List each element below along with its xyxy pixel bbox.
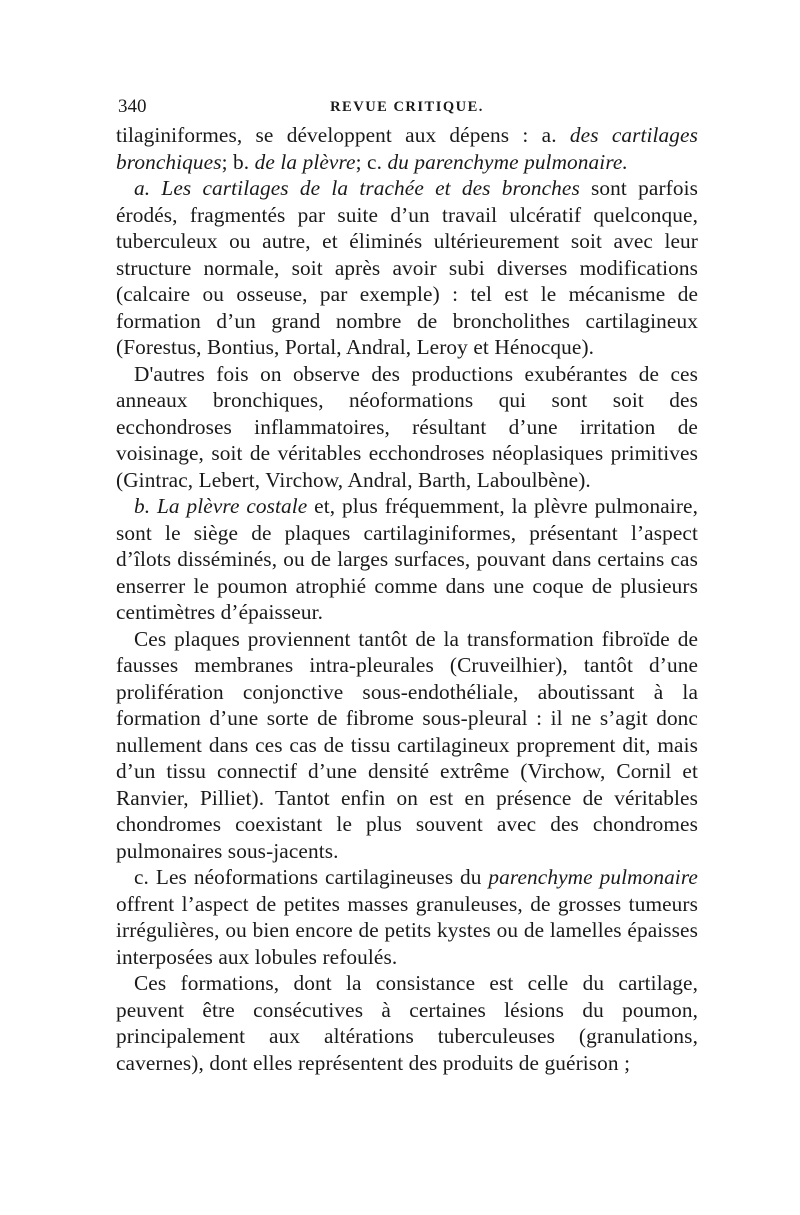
paragraph-tracheal-cartilages: a. Les cartilages de la trachée et des bronches sont parfois érodés, fragmentés par suite d’un travail ulcératif quelconque, tuberculeux ou autre, et éliminés ultérieurement soit avec leur structure normale, soit après avoir subi diverses modifications (calcaire ou osseuse, par exemple) : tel est le mécanisme de formation d’un grand nombre de broncholithes cartilagineux (Forestus, Bontius, Portal, Andral, Leroy et Hénocque). (116, 176, 698, 359)
running-title: REVUE CRITIQUE. (330, 99, 484, 115)
paragraph-costal-pleura: b. La plèvre costale et, plus fréquemment, la plèvre pulmonaire, sont le siège de plaques cartilaginiformes, présentant l’aspect d’îlots disséminés, ou de larges surfaces, pouvant dans certains cas enserrer le poumon atrophié comme dans une coque de plusieurs centimètres d’épaisseur. (116, 494, 698, 624)
page-header (116, 96, 698, 122)
paragraph-pulmonary-parenchyma: c. Les néoformations cartilagineuses du parenchyme pulmonaire offrent l’aspect de petites masses granuleuses, de grosses tumeurs irrégulières, ou bien encore de petits kystes ou de lamelles épaisses interposées aux lobules refoulés. (116, 865, 698, 969)
document-page (116, 96, 698, 1076)
paragraph-bronchial-rings: D'autres fois on observe des productions exubérantes de ces anneaux bronchiques, néoformations qui sont soit des ecchondroses inflammatoires, résultant d’une irritation de voisinage, soit de véritables ecchondroses néoplasiques primitives (Gintrac, Lebert, Virchow, Andral, Barth, Laboulbène). (116, 361, 698, 492)
paragraph-continuation: tilaginiformes, se développent aux dépens : a. des cartilages bronchiques; b. de la plèvre; c. du parenchyme pulmonaire. (116, 123, 698, 174)
body-text (116, 122, 698, 1076)
paragraph-formations-consistency: Ces formations, dont la consistance est celle du cartilage, peuvent être consécutives à certaines lésions du poumon, principalement aux altérations tuberculeuses (granulations, cavernes), dont elles représentent des produits de guérison ; (116, 971, 698, 1075)
page-number: 340 (118, 96, 147, 117)
paragraph-pleural-plaques: Ces plaques proviennent tantôt de la transformation fibroïde de fausses membranes intra-pleurales (Cruveilhier), tantôt d’une prolifération conjonctive sous-endothéliale, aboutissant à la formation d’une sorte de fibrome sous-pleural : il ne s’agit donc nullement dans ces cas de tissu cartilagineux proprement dit, mais d’un tissu connectif d’une densité extrême (Virchow, Cornil et Ranvier, Pilliet). Tantot enfin on est en présence de véritables chondromes coexistant le plus souvent avec des chondromes pulmonaires sous-jacents. (116, 626, 698, 863)
